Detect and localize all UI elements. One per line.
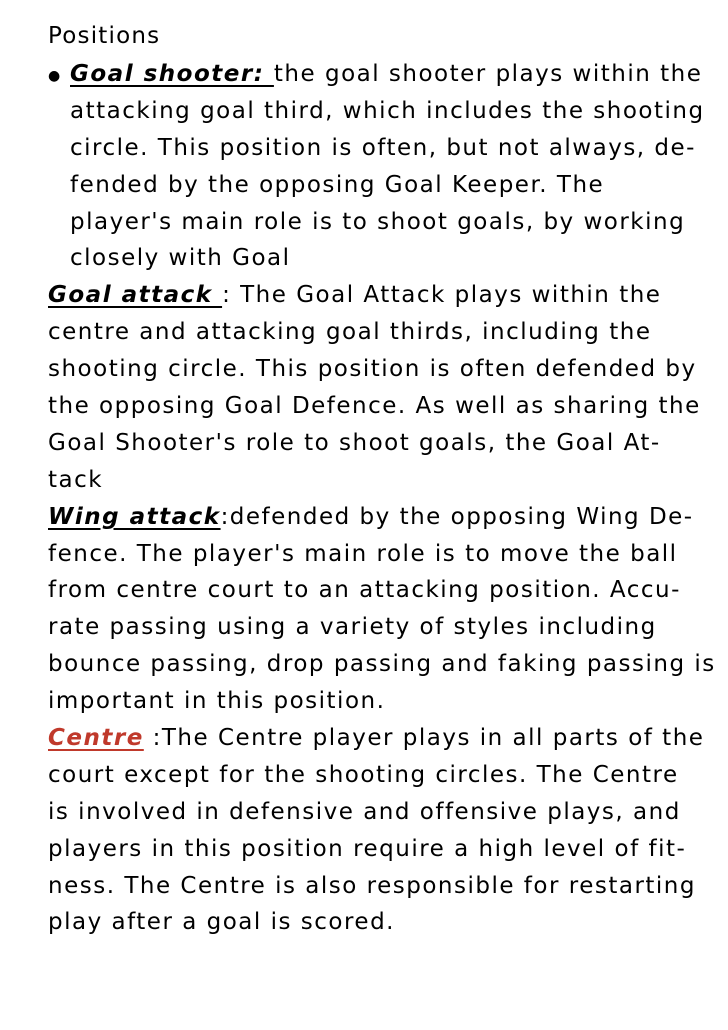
line-text: :defended by the opposing Wing De- [220,503,694,530]
section-goal-shooter [48,56,705,277]
text-line: ness. The Centre is also responsible for restarting [48,872,696,899]
section-centre [48,720,705,941]
line-text: :The Centre player plays in all parts of the [143,725,705,752]
line-text: the goal shooter plays within the [273,61,703,87]
text-line: closely with Goal [70,245,291,272]
page-heading: Positions [48,23,161,49]
text-line: fended by the opposing Goal Keeper. The [70,171,605,198]
text-line: important in this position. [48,688,386,715]
text-line: court except for the shooting circles. The Centre [48,761,679,788]
section-wing-attack [48,499,716,720]
document-page [48,18,716,941]
term-goal-attack: Goal attack [48,282,223,309]
term-goal-shooter: Goal shooter: [70,61,274,87]
text-line [48,277,688,314]
text-line: centre and attacking goal thirds, including the [48,319,652,346]
text-line: is involved in defensive and offensive plays, and [48,798,681,825]
text-line: tack [48,466,104,493]
text-line [70,56,703,93]
text-line: from centre court to an attacking position. Accu- [48,577,681,604]
text-line [48,720,705,757]
text-line: the opposing Goal Defence. As well as sharing the [48,393,701,420]
text-line: Goal Shooter's role to shoot goals, the Goal At- [48,429,661,456]
text-line [48,499,694,536]
text-line: rate passing using a variety of styles including [48,614,657,641]
section-goal-attack [48,277,701,498]
text-line: players in this position require a high level of fit- [48,835,687,862]
term-centre: Centre [48,725,144,752]
text-line: fence. The player's main role is to move the ball [48,540,678,567]
text-line: shooting circle. This position is often defended by [48,356,697,383]
line-text: : The Goal Attack plays within the [222,282,662,309]
term-wing-attack: Wing attack [48,503,221,530]
text-line: player's main role is to shoot goals, by working [70,208,686,235]
text-line: bounce passing, drop passing and faking passing is [48,651,716,678]
text-line: play after a goal is scored. [48,909,395,936]
text-line: attacking goal third, which includes the shooting [70,97,705,124]
bullet-icon: ● [48,68,61,84]
text-line: circle. This position is often, but not always, de- [70,134,696,161]
